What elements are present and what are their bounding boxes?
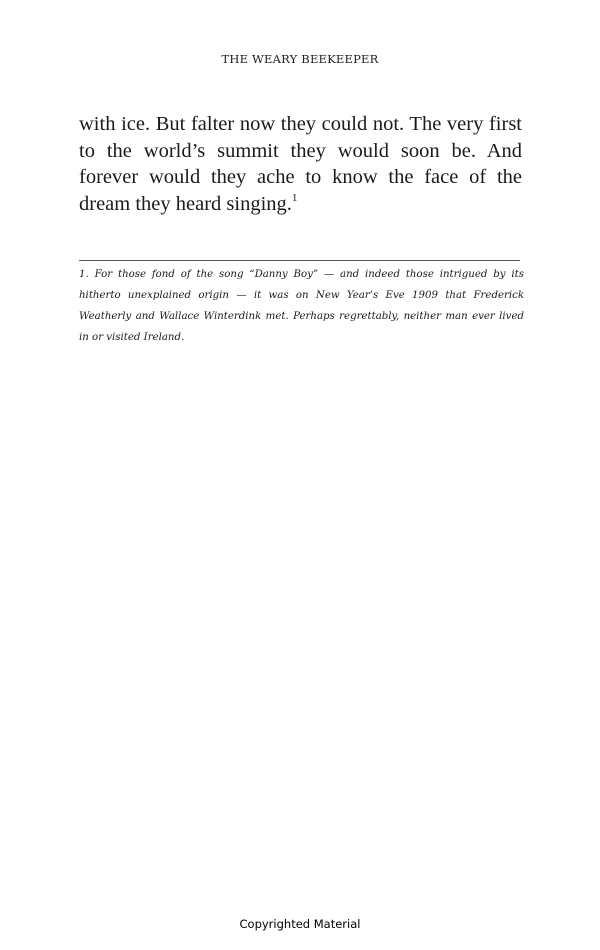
footnote-text: For those fond of the song “Danny Boy” — and indeed those intrigued by its hitherto unexplained origin — it was on New Year’s Eve 1909 that Frederick Weatherly and Wallace Winterdink met. Perhaps regrettably, neither man ever lived in or visited Ireland. [79, 269, 524, 343]
footnote-reference: 1 [291, 191, 298, 204]
footnote [79, 264, 524, 348]
running-head: THE WEARY BEEKEEPER [221, 52, 379, 66]
body-paragraph [79, 111, 522, 217]
footnote-divider [79, 260, 520, 261]
body-paragraph-text: with ice. But falter now they could not. The very first to the world’s summit they would soon be. And forever would they ache to know the face of the dream they heard singing. [79, 113, 522, 215]
copyright-notice: Copyrighted Material [239, 917, 361, 931]
footnote-number: 1. [79, 269, 89, 280]
